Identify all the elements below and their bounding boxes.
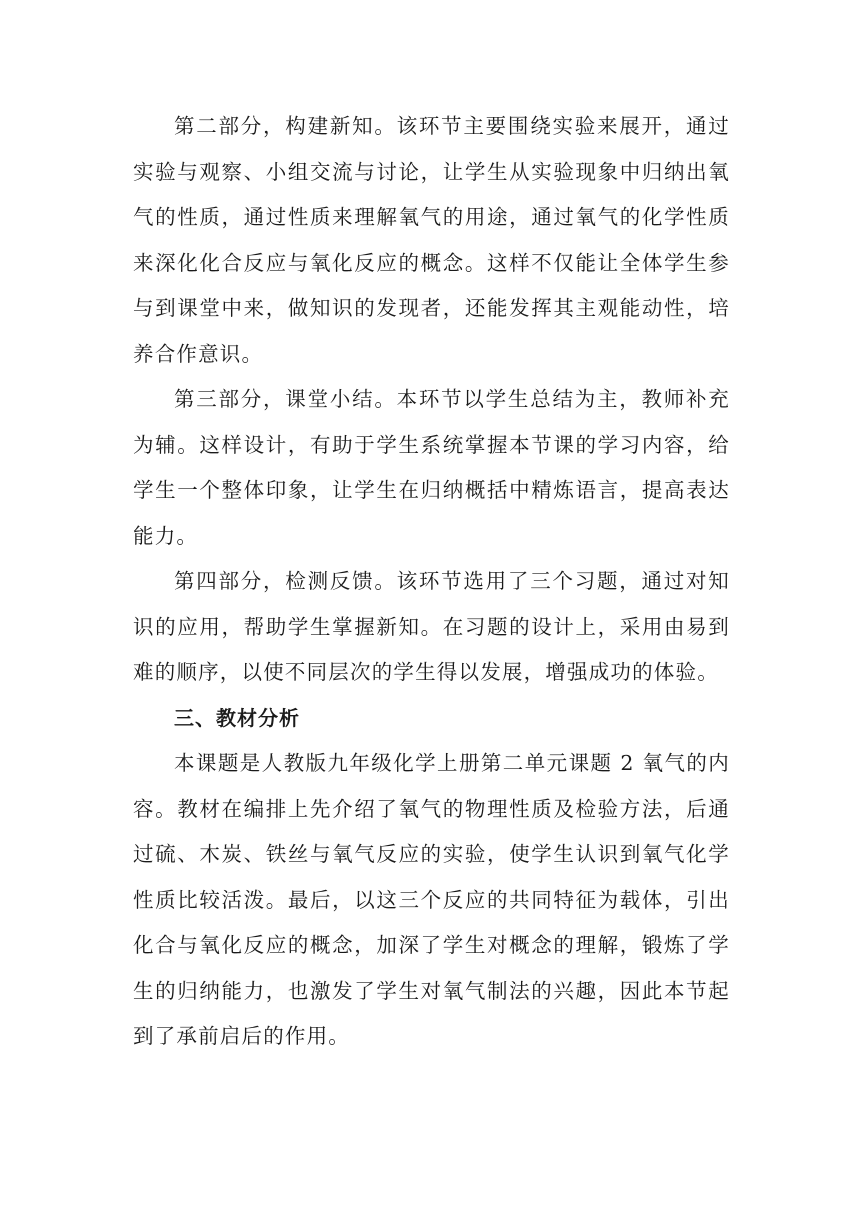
paragraph-part-four: 第四部分，检测反馈。该环节选用了三个习题，通过对知识的应用，帮助学生掌握新知。在习题的设计上，采用由易到难的顺序，以使不同层次的学生得以发展，增强成功的体验。 [133, 569, 730, 684]
document-body [133, 104, 730, 1060]
paragraph-part-two: 第二部分，构建新知。该环节主要围绕实验来展开，通过实验与观察、小组交流与讨论，让学生从实验现象中归纳出氧气的性质，通过性质来理解氧气的用途，通过氧气的化学性质来深化化合反应与氧化反应的概念。这样不仅能让全体学生参与到课堂中来，做知识的发现者，还能发挥其主观能动性，培养合作意识。 [133, 114, 730, 366]
paragraph-textbook-analysis: 本课题是人教版九年级化学上册第二单元课题 2 氧气的内容。教材在编排上先介绍了氧气的物理性质及检验方法，后通过硫、木炭、铁丝与氧气反应的实验，使学生认识到氧气化学性质比较活泼。最后，以这三个反应的共同特征为载体，引出化合与氧化反应的概念，加深了学生对概念的理解，锻炼了学生的归纳能力，也激发了学生对氧气制法的兴趣，因此本节起到了承前启后的作用。 [133, 751, 730, 1048]
paragraph-part-three: 第三部分，课堂小结。本环节以学生总结为主，教师补充为辅。这样设计，有助于学生系统掌握本节课的学习内容，给学生一个整体印象，让学生在归纳概括中精炼语言，提高表达能力。 [133, 387, 730, 548]
section-heading: 三、教材分析 [174, 705, 300, 730]
